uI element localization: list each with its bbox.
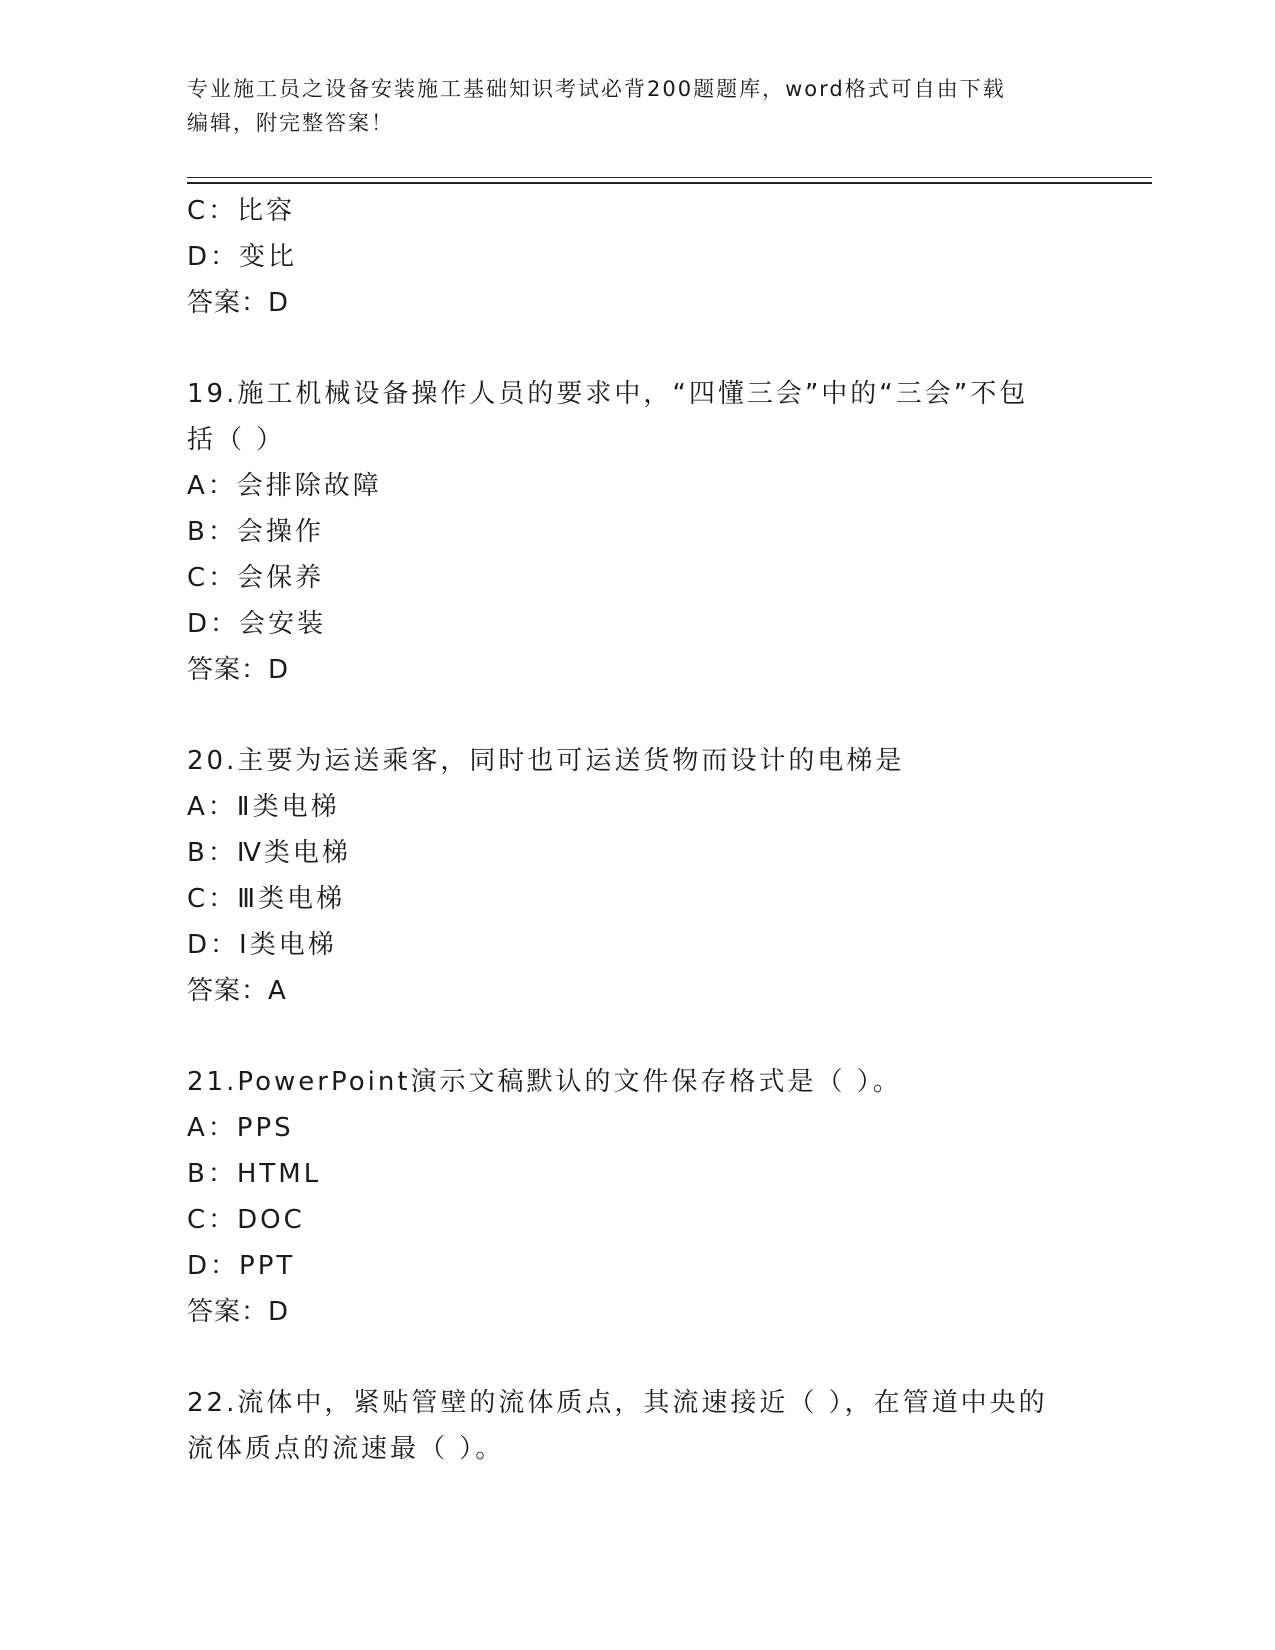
option-c: C：比容 xyxy=(187,196,296,226)
option-a: A：会排除故障 xyxy=(187,471,382,501)
answer-line: 答案：D xyxy=(187,655,290,685)
option-b: B：会操作 xyxy=(187,517,324,547)
spacer xyxy=(187,1335,1087,1380)
document-header xyxy=(187,72,1067,140)
question-text-line2: 括（ ） xyxy=(187,425,286,455)
option-a: A：PPS xyxy=(187,1113,294,1143)
question-text-line1: 20.主要为运送乘客，同时也可运送货物而设计的电梯是 xyxy=(187,746,905,776)
option-a: A：Ⅱ类电梯 xyxy=(187,792,340,822)
option-d: D：PPT xyxy=(187,1251,296,1281)
question-20 xyxy=(187,738,1087,1014)
header-title-line2: 编辑，附完整答案！ xyxy=(187,111,394,135)
header-title-line1: 专业施工员之设备安装施工基础知识考试必背200题题库，word格式可自由下载 xyxy=(187,77,1006,101)
spacer xyxy=(187,326,1087,371)
option-b: B：Ⅳ类电梯 xyxy=(187,838,351,868)
option-d: D：会安装 xyxy=(187,609,327,639)
question-22 xyxy=(187,1380,1087,1472)
question-text-line1: 21.PowerPoint演示文稿默认的文件保存格式是（ ）。 xyxy=(187,1067,902,1097)
option-c: C：DOC xyxy=(187,1205,305,1235)
header-divider-thin xyxy=(187,177,1152,178)
option-c: C：会保养 xyxy=(187,563,325,593)
option-c: C：Ⅲ类电梯 xyxy=(187,884,346,914)
option-d: D：Ⅰ类电梯 xyxy=(187,930,337,960)
question-text-line2: 流体质点的流速最（ ）。 xyxy=(187,1434,505,1464)
question-18-tail xyxy=(187,188,1087,326)
spacer xyxy=(187,693,1087,738)
question-list xyxy=(187,188,1087,1472)
question-21 xyxy=(187,1059,1087,1335)
answer-line: 答案：D xyxy=(187,1297,290,1327)
option-b: B：HTML xyxy=(187,1159,322,1189)
header-divider-thick xyxy=(187,182,1152,184)
option-d: D：变比 xyxy=(187,242,298,272)
spacer xyxy=(187,1014,1087,1059)
answer-line: 答案：D xyxy=(187,288,290,318)
question-text-line1: 19.施工机械设备操作人员的要求中，“四懂三会”中的“三会”不包 xyxy=(187,379,1029,409)
question-text-line1: 22.流体中，紧贴管壁的流体质点，其流速接近（ ），在管道中央的 xyxy=(187,1388,1048,1418)
answer-line: 答案：A xyxy=(187,976,287,1006)
question-19 xyxy=(187,371,1087,693)
